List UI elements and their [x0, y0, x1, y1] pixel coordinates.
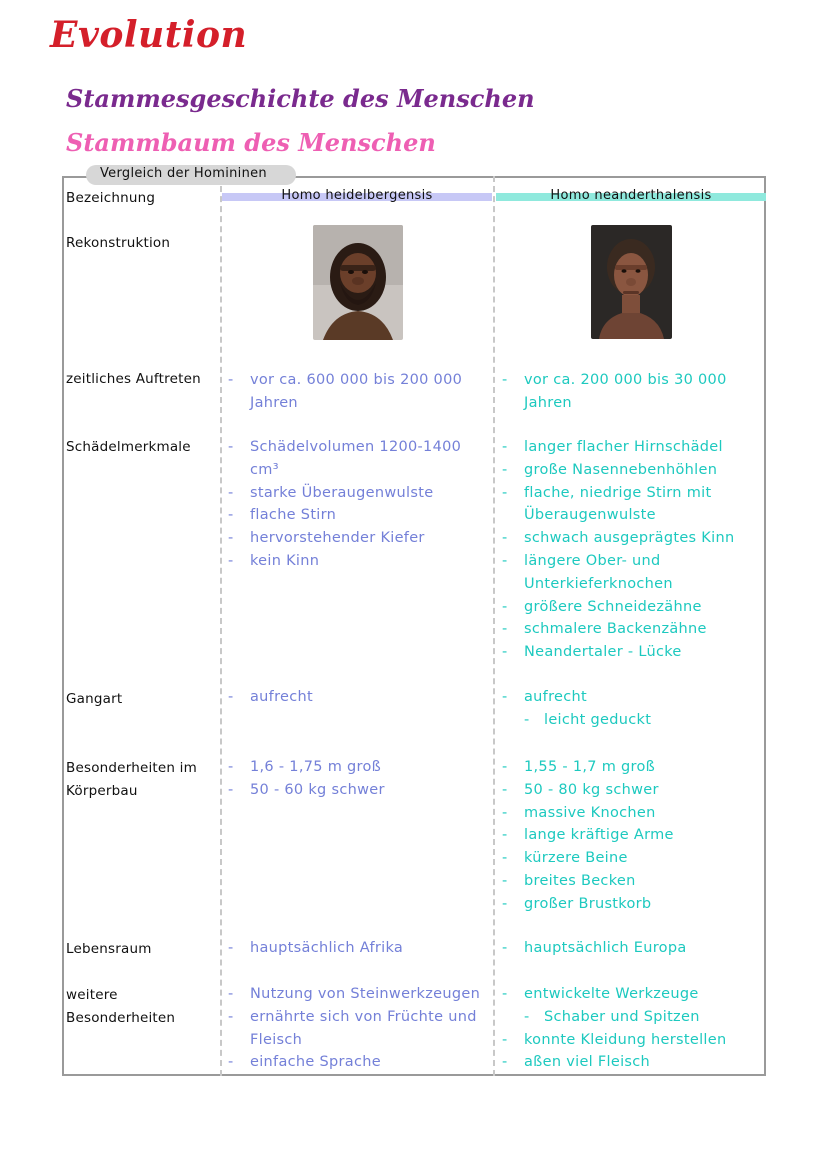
page-title: Evolution	[50, 14, 248, 56]
bullet-item: - Schädelvolumen 1200-1400 cm³	[228, 436, 490, 482]
bullet-item: - Nutzung von Steinwerkzeugen	[228, 983, 490, 1006]
column-divider-2	[493, 176, 495, 1076]
table-caption: Vergleich der Homininen	[100, 166, 267, 181]
bullet-item: - großer Brustkorb	[502, 893, 764, 916]
bullet-item: Jahren	[250, 394, 298, 411]
cell-h-zeitliches-auftreten	[228, 369, 490, 415]
neanderthalensis-reconstruction-image	[591, 225, 672, 339]
bullet-item: - flache, niedrige Stirn mit	[502, 482, 764, 505]
bullet-item: - aufrecht	[502, 686, 764, 709]
bullet-item: - flache Stirn	[228, 504, 490, 527]
bullet-item: - längere Ober- und	[502, 550, 764, 573]
bullet-item: - kürzere Beine	[502, 847, 764, 870]
cell-n-weitere-besonderheiten	[502, 983, 764, 1074]
bullet-item: - 1,6 - 1,75 m groß	[228, 756, 490, 779]
bullet-item: Überaugenwulste	[524, 507, 656, 524]
bullet-item: - konnte Kleidung herstellen	[502, 1029, 764, 1052]
bullet-item: - hauptsächlich Europa	[502, 937, 764, 960]
bullet-item: - kein Kinn	[228, 550, 490, 573]
bullet-item: - vor ca. 600 000 bis 200 000	[228, 369, 490, 392]
bullet-item: - breites Becken	[502, 870, 764, 893]
cell-n-schaedelmerkmale	[502, 436, 764, 664]
bullet-item: - 50 - 80 kg schwer	[502, 779, 764, 802]
bullet-item: - entwickelte Werkzeuge	[502, 983, 764, 1006]
bullet-item: - aßen viel Fleisch	[502, 1051, 764, 1074]
corner-label: Bezeichnung	[66, 190, 156, 206]
bullet-item: - große Nasennebenhöhlen	[502, 459, 764, 482]
cell-h-koerperbau	[228, 756, 490, 802]
bullet-item: - Schaber und Spitzen	[502, 1006, 764, 1029]
row-label-weitere-besonderheiten: weitere Besonderheiten	[66, 987, 176, 1026]
bullet-item: - massive Knochen	[502, 802, 764, 825]
row-label-zeitliches-auftreten: zeitliches Auftreten	[66, 371, 201, 387]
bullet-item: - schmalere Backenzähne	[502, 618, 764, 641]
column-divider-1	[220, 176, 222, 1076]
cell-h-weitere-besonderheiten	[228, 983, 490, 1074]
row-label-rekonstruktion: Rekonstruktion	[66, 235, 171, 251]
page-subtitle: Stammesgeschichte des Menschen	[66, 84, 535, 113]
bullet-item: - schwach ausgeprägtes Kinn	[502, 527, 764, 550]
bullet-item: - Neandertaler - Lücke	[502, 641, 764, 664]
bullet-item: Fleisch	[250, 1031, 303, 1048]
cell-h-schaedelmerkmale	[228, 436, 490, 573]
row-label-schaedelmerkmale: Schädelmerkmale	[66, 439, 191, 455]
section-heading: Stammbaum des Menschen	[66, 128, 436, 157]
bullet-item: - leicht geduckt	[502, 709, 764, 732]
cell-h-gangart	[228, 686, 490, 709]
bullet-item: Unterkieferknochen	[524, 575, 673, 592]
bullet-item: - 1,55 - 1,7 m groß	[502, 756, 764, 779]
bullet-item: - langer flacher Hirnschädel	[502, 436, 764, 459]
row-label-gangart: Gangart	[66, 691, 123, 707]
bullet-item: - einfache Sprache	[228, 1051, 490, 1074]
cell-h-lebensraum	[228, 937, 490, 960]
bullet-item: - starke Überaugenwulste	[228, 482, 490, 505]
cell-n-gangart	[502, 686, 764, 732]
bullet-item: - aufrecht	[228, 686, 490, 709]
bullet-item: - ernährte sich von Früchte und	[228, 1006, 490, 1029]
column-header-heidelbergensis: Homo heidelbergensis	[281, 188, 433, 203]
cell-n-zeitliches-auftreten	[502, 369, 764, 415]
bullet-item: - 50 - 60 kg schwer	[228, 779, 490, 802]
cell-n-koerperbau	[502, 756, 764, 916]
cell-n-lebensraum	[502, 937, 764, 960]
bullet-item: - hauptsächlich Afrika	[228, 937, 490, 960]
bullet-item: - größere Schneidezähne	[502, 596, 764, 619]
column-header-neanderthalensis: Homo neanderthalensis	[550, 188, 712, 203]
row-label-koerperbau: Besonderheiten im Körperbau	[66, 760, 197, 799]
heidelbergensis-reconstruction-image	[313, 225, 403, 340]
bullet-item: - lange kräftige Arme	[502, 824, 764, 847]
bullet-item: - hervorstehender Kiefer	[228, 527, 490, 550]
bullet-item: Jahren	[524, 394, 572, 411]
row-label-lebensraum: Lebensraum	[66, 941, 152, 957]
bullet-item: - vor ca. 200 000 bis 30 000	[502, 369, 764, 392]
